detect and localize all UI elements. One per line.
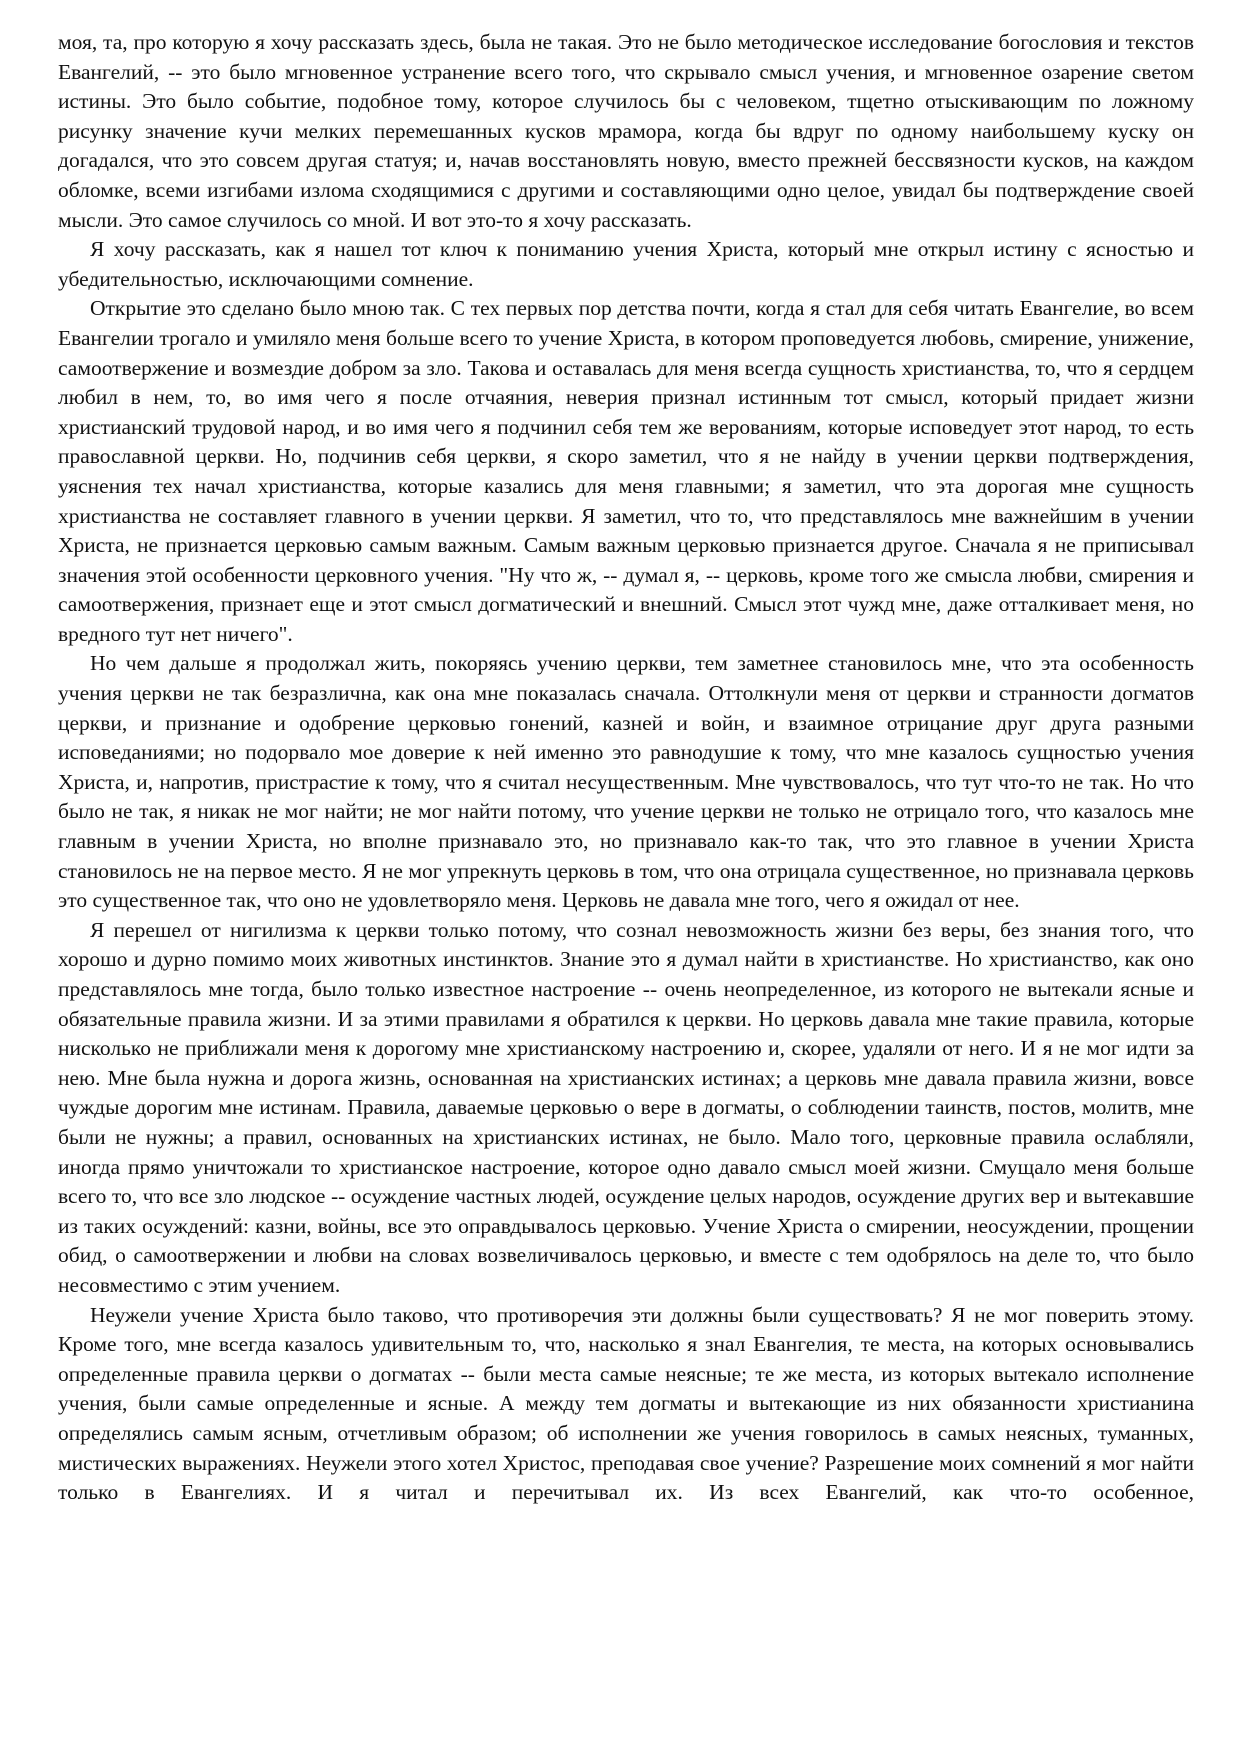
- paragraph-contradictions: Неужели учение Христа было таково, что противоречия эти должны были существовать? Я не мог поверить этому. Кроме того, мне всегда казалось удивительным то, что, насколько я знал Евангелия, те места, на которых основывались определенные правила церкви о догматах -- были места самые неясные; те же места, из которых вытекало исполнение учения, были самые определенные и ясные. А между тем догматы и вытекающие из них обязанности христианина определялись самым ясным, отчетливым образом; об исполнении же учения говорилось в самых неясных, туманных, мистических выражениях. Неужели этого хотел Христос, преподавая свое учение? Разрешение моих сомнений я мог найти только в Евангелиях. И я читал и перечитывал их. Из всех Евангелий, как что-то особенное,: [58, 1302, 1194, 1505]
- paragraph-key-to-understanding: Я хочу рассказать, как я нашел тот ключ к пониманию учения Христа, который мне открыл истину с ясностью и убедительностью, исключающими сомнение.: [58, 237, 1194, 291]
- paragraph-discovery: Открытие это сделано было мною так. С тех первых пор детства почти, когда я стал для себя читать Евангелие, во всем Евангелии трогало и умиляло меня больше всего то учение Христа, в котором проповедуется любовь, смирение, унижение, самоотвержение и возмездие добром за зло. Такова и оставалась для меня всегда сущность христианства, то, что я сердцем любил в нем, то, во имя чего я после отчаяния, неверия признал истинным тот смысл, который придает жизни христианский трудовой народ, и во имя чего я подчинил себя тем же верованиям, которые исповедует этот народ, то есть православной церкви. Но, подчинив себя церкви, я скоро заметил, что я не найду в учении церкви подтверждения, уяснения тех начал христианства, которые казались для меня главными; я заметил, что эта дорогая мне сущность христианства не составляет главного в учении церкви. Я заметил, что то, что представлялось мне важнейшим в учении Христа, не признается церковью самым важным. Самым важным церковью признается другое. Сначала я не приписывал значения этой особенности церковного учения. "Ну что ж, -- думал я, -- церковь, кроме того же смысла любви, смирения и самоотвержения, признает еще и этот смысл догматический и внешний. Смысл этот чужд мне, даже отталкивает меня, но вредного тут нет ничего".: [58, 296, 1194, 646]
- paragraph-from-nihilism: Я перешел от нигилизма к церкви только потому, что сознал невозможность жизни без веры, без знания того, что хорошо и дурно помимо моих животных инстинктов. Знание это я думал найти в христианстве. Но христианство, как оно представлялось мне тогда, было только известное настроение -- очень неопределенное, из которого не вытекали ясные и обязательные правила жизни. И за этими правилами я обратился к церкви. Но церковь давала мне такие правила, которые нисколько не приближали меня к дорогому мне христианскому настроению и, скорее, удаляли от него. И я не мог идти за нею. Мне была нужна и дорога жизнь, основанная на христианских истинах; а церковь мне давала правила жизни, вовсе чуждые дорогим мне истинам. Правила, даваемые церковью о вере в догматы, о соблюдении таинств, постов, молитв, мне были не нужны; а правил, основанных на христианских истинах, не было. Мало того, церковные правила ослабляли, иногда прямо уничтожали то христианское настроение, которое одно давало смысл моей жизни. Смущало меня больше всего то, что все зло людское -- осуждение частных людей, осуждение целых народов, осуждение других вер и вытекавшие из таких осуждений: казни, войны, все это оправдывалось церковью. Учение Христа о смирении, неосуждении, прощении обид, о самоотвержении и любви на словах возвеличивалось церковью, и вместе с тем одобрялось на деле то, что было несовместимо с этим учением.: [58, 917, 1194, 1297]
- paragraph-continuation: моя, та, про которую я хочу рассказать здесь, была не такая. Это не было методическое исследование богословия и текстов Евангелий, -- это было мгновенное устранение всего того, что скрывало смысл учения, и мгновенное озарение светом истины. Это было событие, подобное тому, которое случилось бы с человеком, тщетно отыскивающим по ложному рисунку значение кучи мелких перемешанных кусков мрамора, когда бы вдруг по одному наибольшему куску он догадался, что это совсем другая статуя; и, начав восстановлять новую, вместо прежней бессвязности кусков, на каждом обломке, всеми изгибами излома сходящимися с другими и составляющими одно целое, увидал бы подтверждение своей мысли. Это самое случилось со мной. И вот это-то я хочу рассказать.: [58, 30, 1194, 232]
- paragraph-further-living: Но чем дальше я продолжал жить, покоряясь учению церкви, тем заметнее становилось мне, что эта особенность учения церкви не так безразлична, как она мне показалась сначала. Оттолкнули меня от церкви и странности догматов церкви, и признание и одобрение церковью гонений, казней и войн, и взаимное отрицание друг друга разными исповеданиями; но подорвало мое доверие к ней именно это равнодушие к тому, что мне казалось сущностью учения Христа, и, напротив, пристрастие к тому, что я считал несущественным. Мне чувствовалось, что тут что-то не так. Но что было не так, я никак не мог найти; не мог найти потому, что учение церкви не только не отрицало того, что казалось мне главным в учении Христа, но вполне признавало это, но признавало как-то так, что это главное в учении Христа становилось не на первое место. Я не мог упрекнуть церковь в том, что она отрицала существенное, но признавала церковь это существенное так, что оно не удовлетворяло меня. Церковь не давала мне того, чего я ожидал от нее.: [58, 651, 1194, 913]
